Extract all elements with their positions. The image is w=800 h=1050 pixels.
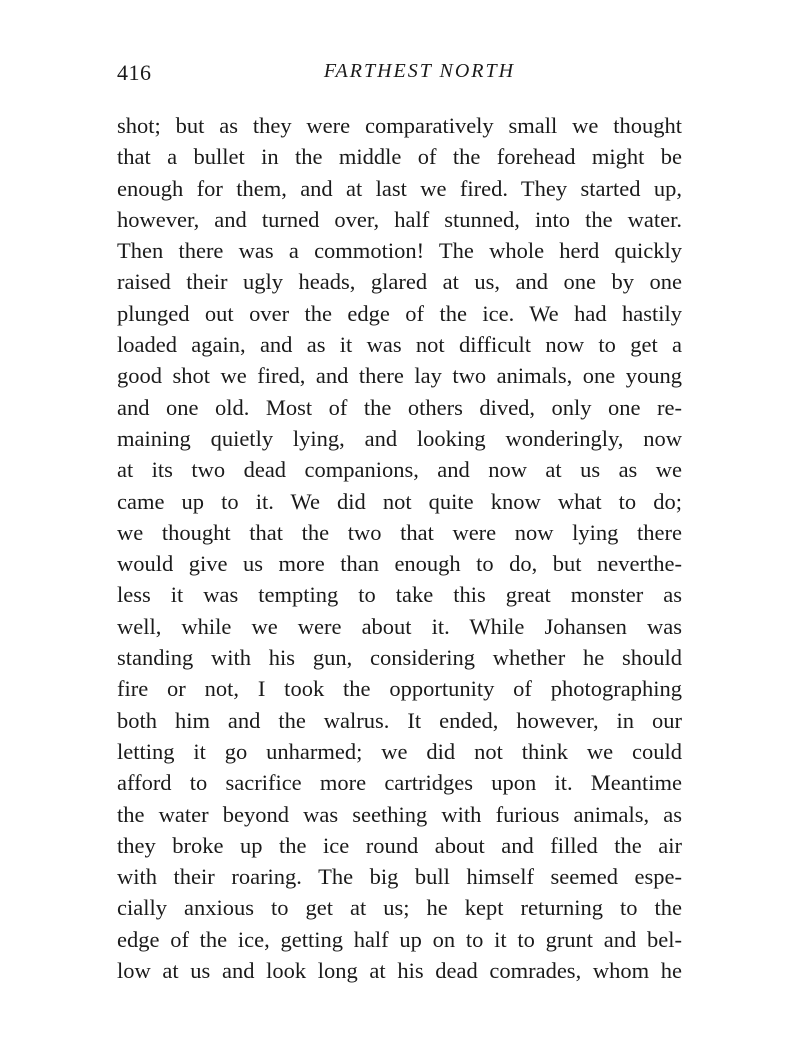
text-line: the water beyond was seething with furious animals, as [117,801,682,827]
text-line: loaded again, and as it was not difficult now to get a [117,332,682,358]
running-head [117,60,682,90]
text-line: however, and turned over, half stunned, into the water. [117,206,682,232]
text-line: with their roaring. The big bull himself seemed espe- [117,864,682,890]
text-line: edge of the ice, getting half up on to it to grunt and bel- [117,926,682,952]
text-line: we thought that the two that were now lying there [117,519,682,545]
body-text [117,110,682,986]
text-line: good shot we fired, and there lay two animals, one young [117,363,682,389]
text-line: enough for them, and at last we fired. They started up, [117,175,682,201]
page-number: 416 [117,60,152,85]
text-line: both him and the walrus. It ended, however, in our [117,707,682,733]
text-line: cially anxious to get at us; he kept returning to the [117,895,682,921]
text-line: at its two dead companions, and now at us as we [117,457,682,483]
text-line: low at us and look long at his dead comrades, whom he [117,958,682,984]
text-line: raised their ugly heads, glared at us, and one by one [117,269,682,295]
text-line: maining quietly lying, and looking wonderingly, now [117,425,682,451]
text-line: would give us more than enough to do, but neverthe- [117,551,682,577]
text-line: that a bullet in the middle of the forehead might be [117,144,682,170]
text-line: came up to it. We did not quite know what to do; [117,488,682,514]
text-line: standing with his gun, considering whether he should [117,645,682,671]
text-line: less it was tempting to take this great monster as [117,582,682,608]
text-line: shot; but as they were comparatively small we thought [117,113,682,138]
text-line: Then there was a commotion! The whole herd quickly [117,238,682,264]
running-title: FARTHEST NORTH [323,60,516,82]
text-line: plunged out over the edge of the ice. We had hastily [117,300,682,326]
text-line: letting it go unharmed; we did not think we could [117,738,682,764]
text-line: afford to sacrifice more cartridges upon it. Meantime [117,770,682,796]
text-line: they broke up the ice round about and filled the air [117,832,682,858]
text-line: well, while we were about it. While Johansen was [117,613,682,639]
text-line: and one old. Most of the others dived, only one re- [117,394,682,420]
text-line: fire or not, I took the opportunity of photographing [117,676,682,702]
